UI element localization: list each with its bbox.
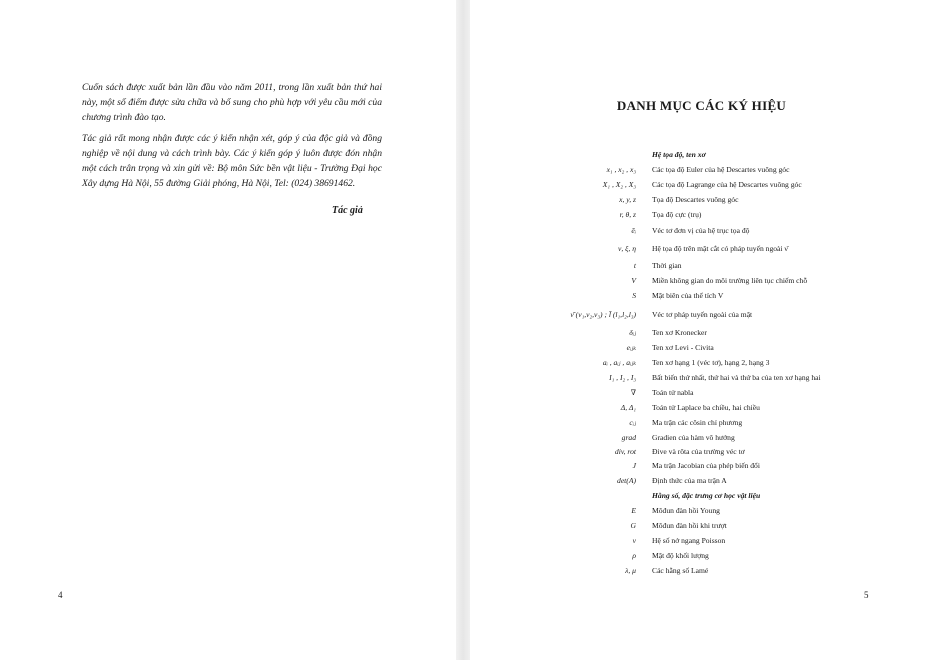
symbol-row [540, 242, 920, 256]
symbol: G [630, 521, 636, 530]
symbol-row [540, 564, 920, 578]
symbol-description: Hệ số nở ngang Poisson [652, 536, 726, 545]
symbol-row [540, 341, 920, 355]
symbol-row [540, 163, 920, 177]
symbol-description: Toán tử nabla [652, 388, 694, 397]
symbol-description: Các hằng số Lamé [652, 566, 709, 575]
symbol: det(A) [617, 476, 636, 485]
book-gutter [456, 0, 470, 660]
symbol: t [633, 261, 636, 270]
symbol: x, y, z [619, 195, 636, 204]
symbol-row [540, 208, 920, 222]
symbol-description: Véc tơ pháp tuyến ngoài của mặt [652, 310, 753, 319]
author-signature: Tác giả [332, 205, 363, 216]
symbol-row [540, 224, 920, 238]
symbol: I₁ , I₂ , I₃ [609, 373, 636, 382]
symbol: J [632, 461, 636, 470]
symbol: λ, μ [625, 566, 636, 575]
symbol: aᵢ , aᵢⱼ , aᵢⱼₖ [602, 358, 636, 367]
symbol: div, rot [614, 447, 636, 456]
symbol-row [540, 416, 920, 430]
symbol-description: Các tọa độ Lagrange của hệ Descartes vuông góc [652, 180, 802, 189]
symbol: cᵢⱼ [629, 418, 636, 427]
symbol-row [540, 431, 920, 445]
symbol-row [540, 371, 920, 385]
symbol-description: Véc tơ đơn vị của hệ trục tọa độ [652, 226, 750, 235]
symbol: ρ [632, 551, 636, 560]
symbol: E [631, 506, 636, 515]
symbol: Δ, Δ₁ [620, 403, 636, 412]
preface-paragraph-2: Tác giả rất mong nhận được các ý kiến nhận xét, góp ý của độc giả và đồng nghiệp về nội dung và cách trình bày. Các ý kiến góp ý luôn được đón nhận một cách trân trọng và xin gửi về: Bộ môn Sức bền vật liệu - Trường Đại học Xây dựng Hà Nội, 55 đường Giải phóng, Hà Nội, Tel: (024) 38691462. [82, 133, 382, 189]
symbol-row [540, 401, 920, 415]
symbol: V [631, 276, 636, 285]
symbol-description: Mặt biên của thể tích V [652, 291, 724, 300]
symbol-description: Các tọa độ Euler của hệ Descartes vuông góc [652, 165, 790, 174]
symbol: S [632, 291, 636, 300]
symbol-row [540, 386, 920, 400]
symbol-description: Gradien của hàm vô hướng [652, 433, 735, 442]
page-number-right: 5 [864, 590, 869, 600]
symbol-description: Tọa độ cực (trụ) [652, 210, 702, 219]
symbol-row [540, 193, 920, 207]
symbol-description: Ten xơ hạng 1 (véc tơ), hạng 2, hạng 3 [652, 358, 770, 367]
symbol: ∇ [630, 388, 636, 397]
symbol-description: Ma trận Jacobian của phép biến đổi [652, 461, 760, 470]
symbol: grad [621, 433, 636, 442]
symbol-description: Hệ tọa độ trên mặt cắt có pháp tuyến ngoài ν̄ [652, 244, 788, 253]
symbol-description: Toán tử Laplace ba chiều, hai chiều [652, 403, 760, 412]
symbol-row [540, 274, 920, 288]
symbol-row [540, 289, 920, 303]
symbol: ēᵢ [631, 226, 636, 235]
symbol: ν, ξ, η [618, 244, 636, 253]
page-number-left: 4 [58, 590, 63, 600]
symbol: x₁ , x₂ , x₃ [606, 165, 636, 174]
symbol-row [540, 549, 920, 563]
symbol-description: Ma trận các côsin chỉ phương [652, 418, 743, 427]
symbol-row [540, 534, 920, 548]
symbol-row [540, 308, 920, 322]
symbol-description: Mật độ khối lượng [652, 551, 709, 560]
symbol-description: Môđun đàn hồi khi trượt [652, 521, 727, 530]
symbol-description: Ten xơ Kronecker [652, 328, 707, 337]
symbol: ν [632, 536, 636, 545]
symbol-row [540, 459, 920, 473]
symbol-description: Môđun đàn hồi Young [652, 506, 720, 515]
symbol-row [540, 504, 920, 518]
symbol-description: Bất biến thứ nhất, thứ hai và thứ ba của ten xơ hạng hai [652, 373, 821, 382]
symbol: X₁ , X₂ , X₃ [602, 180, 636, 189]
symbol-row [540, 356, 920, 370]
symbol-list-title: DANH MỤC CÁC KÝ HIỆU [616, 98, 787, 113]
symbol: δᵢⱼ [629, 328, 636, 337]
preface-text [82, 80, 382, 197]
symbol-description: Ten xơ Levi - Civita [652, 343, 714, 352]
symbol-row [540, 259, 920, 273]
symbol-description: Miền không gian do môi trường liên tục chiếm chỗ [652, 276, 808, 285]
symbol: ν̄ (ν₁,ν₂,ν₃) ; l̄ (l₁,l₂,l₃) [570, 310, 636, 319]
symbol-description: Đive và rôta của trường véc tơ [652, 447, 745, 456]
symbol: eᵢⱼₖ [626, 343, 636, 352]
section-heading-coordinates: Hệ tọa độ, ten xơ [652, 150, 706, 159]
symbol-description: Thời gian [652, 261, 682, 270]
symbol-description: Định thức của ma trận A [652, 476, 727, 485]
symbol-row [540, 474, 920, 488]
symbol-row [540, 178, 920, 192]
section-heading-material-constants: Hằng số, đặc trưng cơ học vật liệu [652, 491, 761, 500]
preface-paragraph-1: Cuốn sách được xuất bản lần đầu vào năm 2011, trong lần xuất bản thứ hai này, một số điểm được sửa chữa và bổ sung cho phù hợp với yêu cầu mới của chương trình đào tạo. [82, 82, 382, 123]
symbol-description: Tọa độ Descartes vuông góc [652, 195, 739, 204]
symbol-row [540, 445, 920, 459]
symbol: r, θ, z [619, 210, 636, 219]
symbol-row [540, 519, 920, 533]
symbol-row [540, 326, 920, 340]
